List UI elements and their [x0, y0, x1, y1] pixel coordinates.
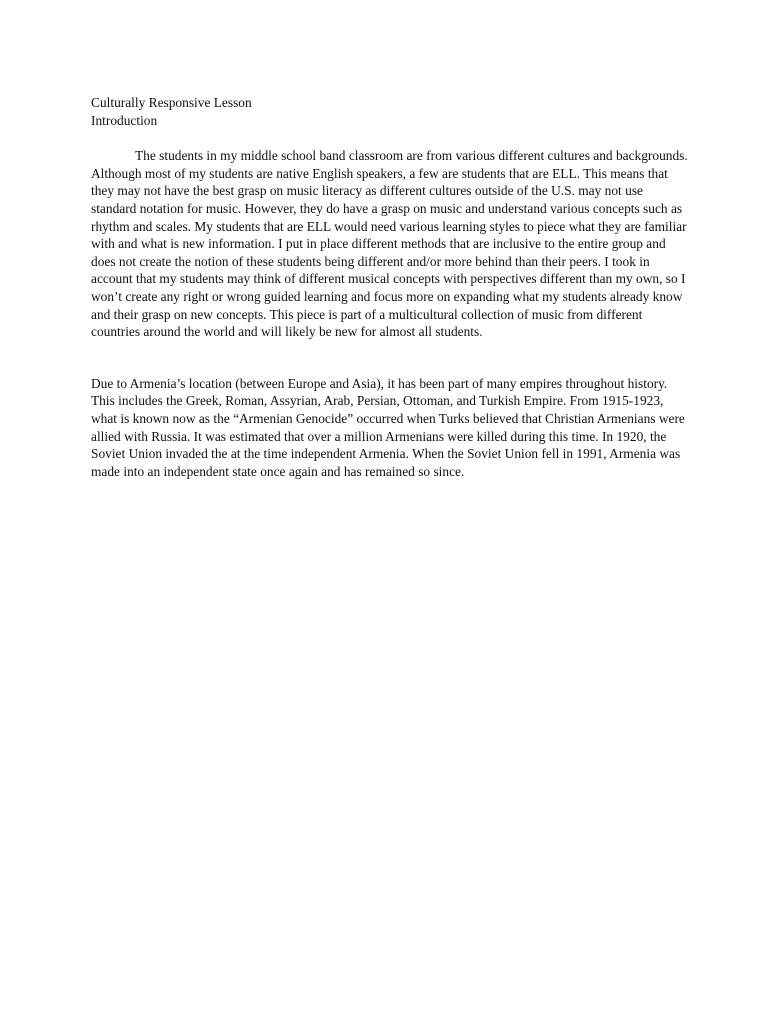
document-title: Culturally Responsive Lesson	[91, 95, 252, 110]
paragraph-introduction: The students in my middle school band classroom are from various different cultures and backgrounds. Although most of my students are native English speakers, a few are students that are ELL. This means that they may not have the best grasp on music literacy as different cultures outside of the U.S. may not use standard notation for music. However, they do have a grasp on music and understand various concepts such as rhythm and scales. My students that are ELL would need various learning styles to piece what they are familiar with and what is new information. I put in place different methods that are inclusive to the entire group and does not create the notion of these students being different and/or more behind than their peers. I took in account that my students may think of different musical concepts with perspectives different than my own, so I won’t create any right or wrong guided learning and focus more on expanding what my students already know and their grasp on new concepts. This piece is part of a multicultural collection of music from different countries around the world and will likely be new for almost all students.	[91, 148, 688, 340]
paragraph-armenia-history: Due to Armenia’s location (between Europe and Asia), it has been part of many empires throughout history. This includes the Greek, Roman, Assyrian, Arab, Persian, Ottoman, and Turkish Empire. From 1915-1923, what is known now as the “Armenian Genocide” occurred when Turks believed that Christian Armenians were allied with Russia. It was estimated that over a million Armenians were killed during this time. In 1920, the Soviet Union invaded the at the time independent Armenia. When the Soviet Union fell in 1991, Armenia was made into an independent state once again and has remained so since.	[91, 375, 685, 479]
section-heading: Introduction	[91, 112, 158, 128]
document-body	[91, 94, 691, 480]
